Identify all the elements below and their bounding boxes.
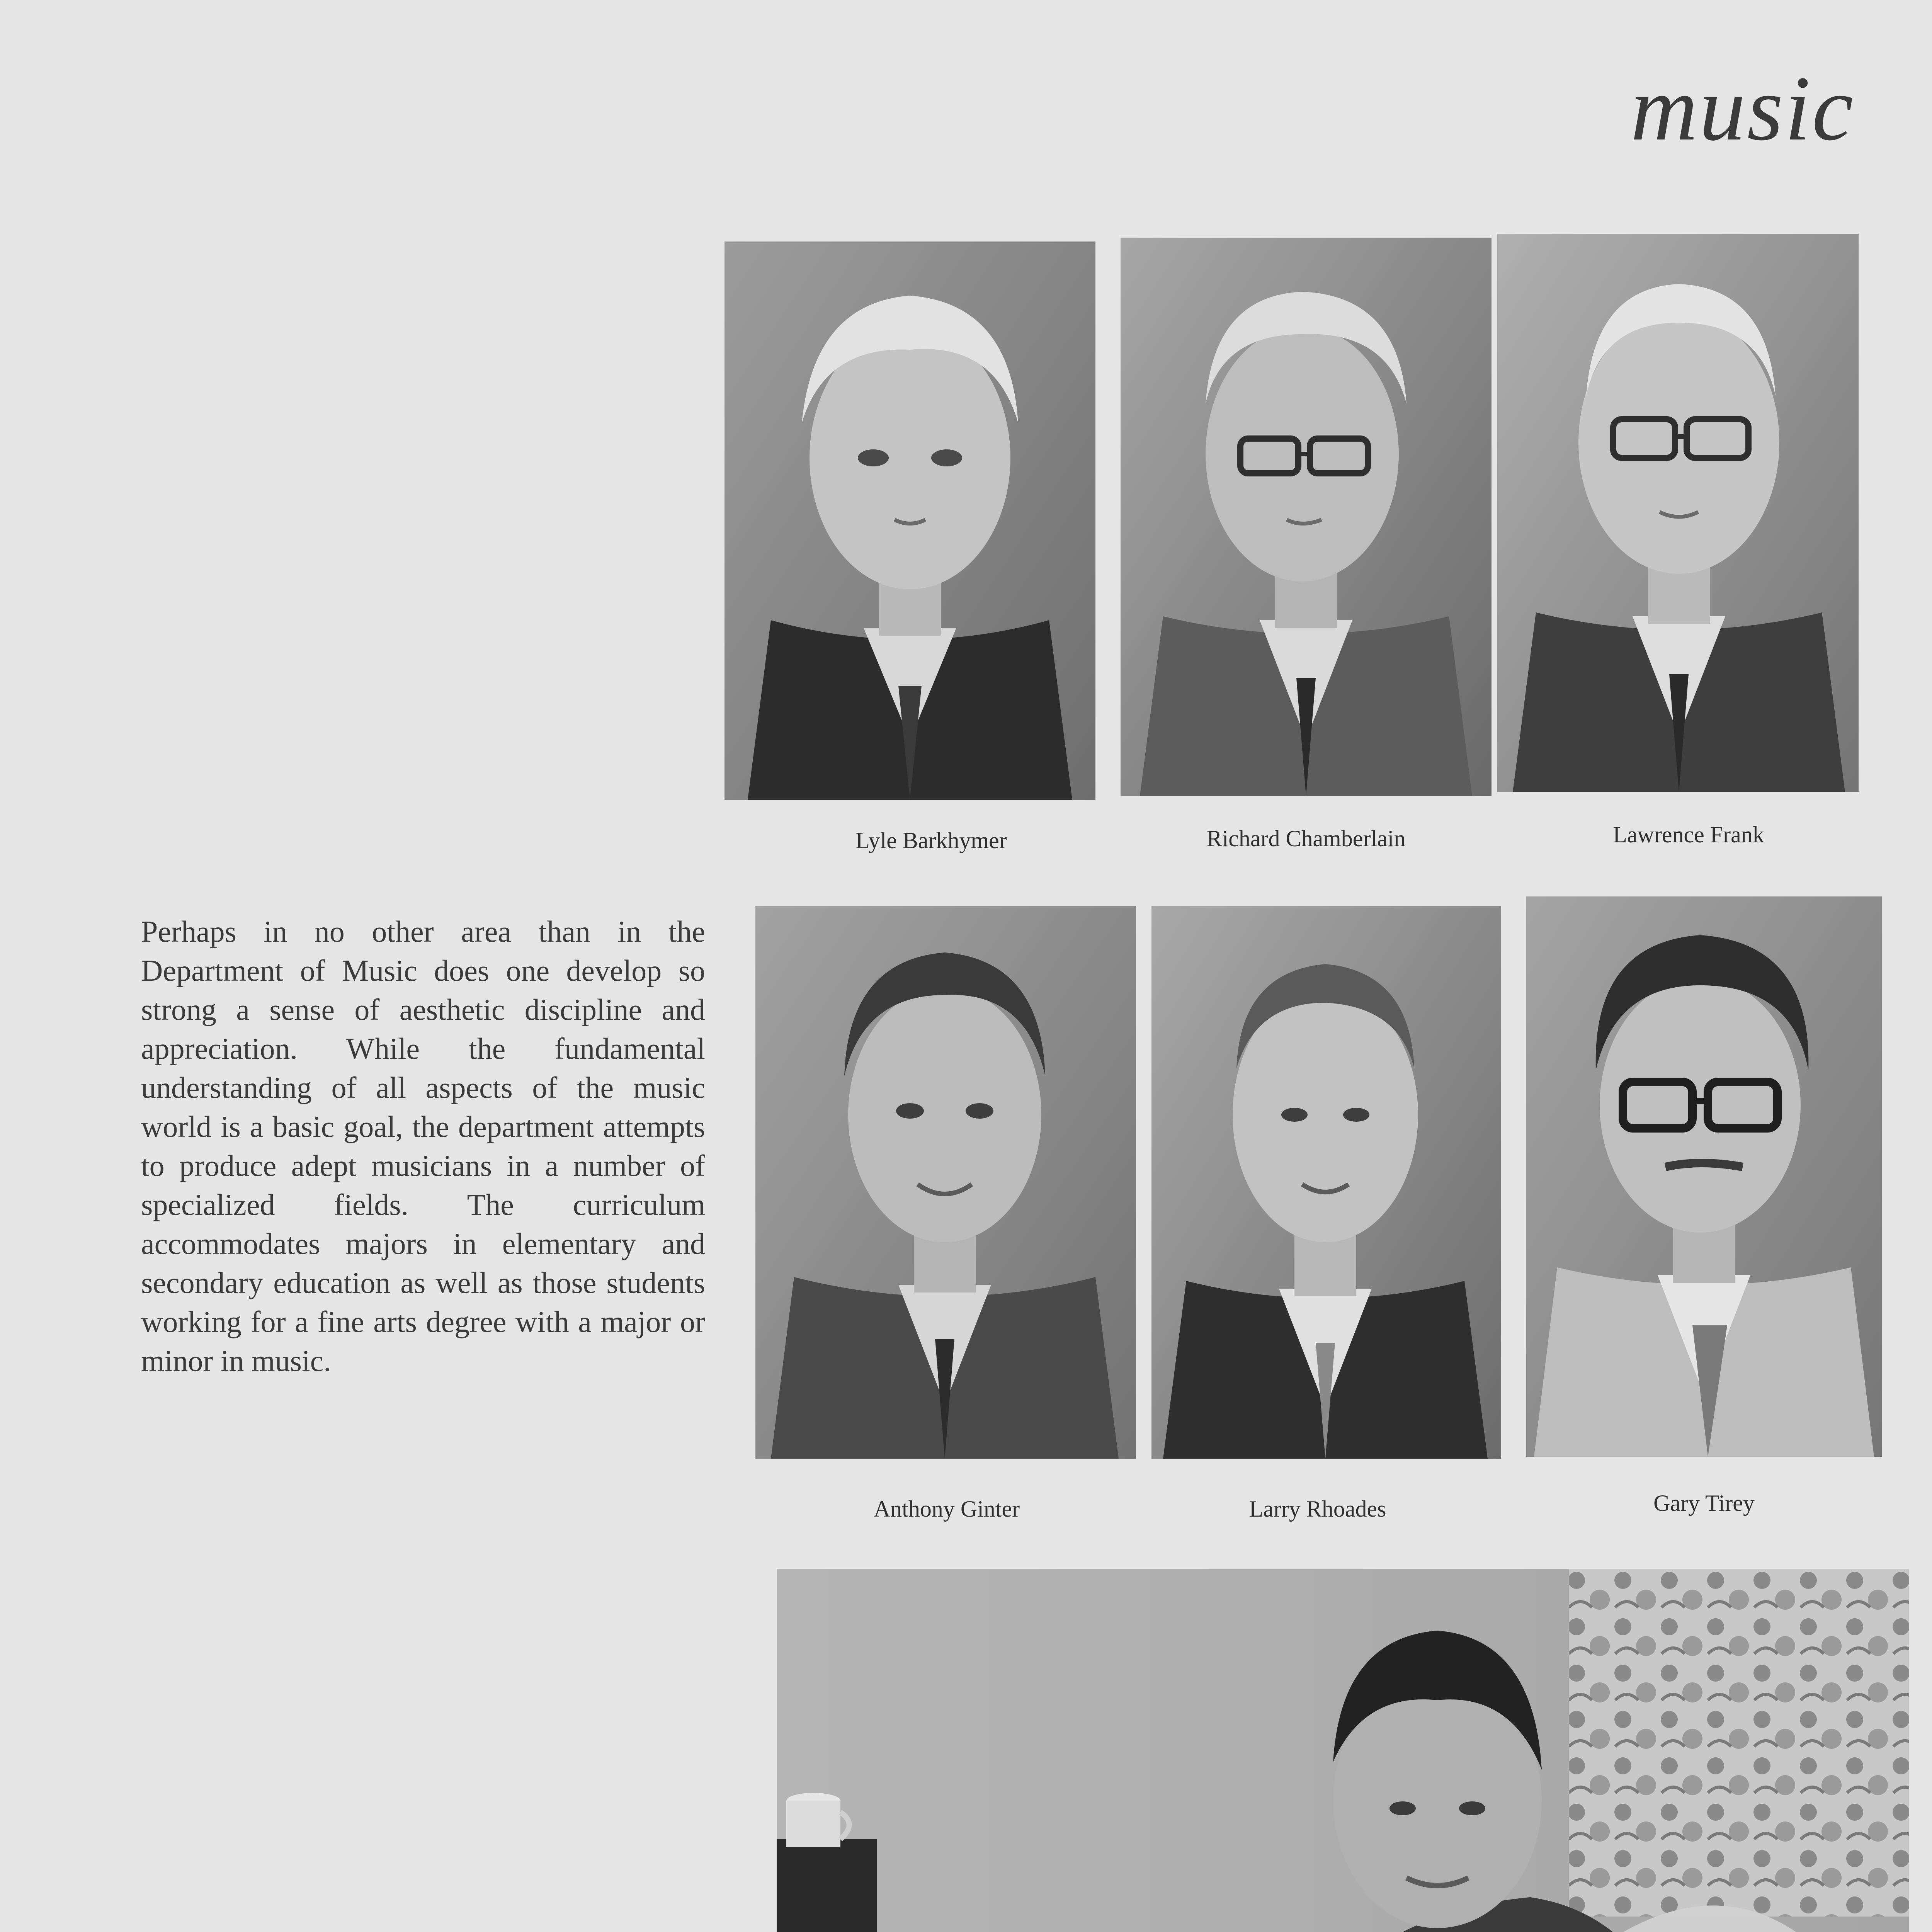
caption-larry-rhoades: Larry Rhoades <box>1249 1496 1386 1522</box>
caption-anthony-ginter: Anthony Ginter <box>873 1496 1020 1522</box>
portrait-photo-2 <box>1121 238 1492 796</box>
portrait-photo-4 <box>755 906 1136 1459</box>
portrait-photo-1 <box>724 242 1095 800</box>
department-description: Perhaps in no other area than in the Department of Music does one develop so strong a sense of aesthetic discipline and appreciation. While the fundamental understanding of all aspects of the music world is a basic goal, the department attempts to produce adept musicians in a number of specialized fields. The curriculum accommodates majors in elementary and secondary education as well as those students working for a fine arts degree with a major or minor in music. <box>141 915 705 1378</box>
caption-lawrence-frank: Lawrence Frank <box>1613 822 1764 847</box>
piano-lesson-photo <box>777 1569 1909 1932</box>
portrait-photo-6 <box>1526 896 1882 1457</box>
portrait-photo-3 <box>1497 234 1859 792</box>
section-title: music <box>1631 57 1855 160</box>
portrait-photo-5 <box>1151 906 1501 1459</box>
caption-gary-tirey: Gary Tirey <box>1653 1490 1755 1516</box>
caption-richard-chamberlain: Richard Chamberlain <box>1206 826 1406 851</box>
caption-lyle-barkhymer: Lyle Barkhymer <box>855 828 1007 853</box>
